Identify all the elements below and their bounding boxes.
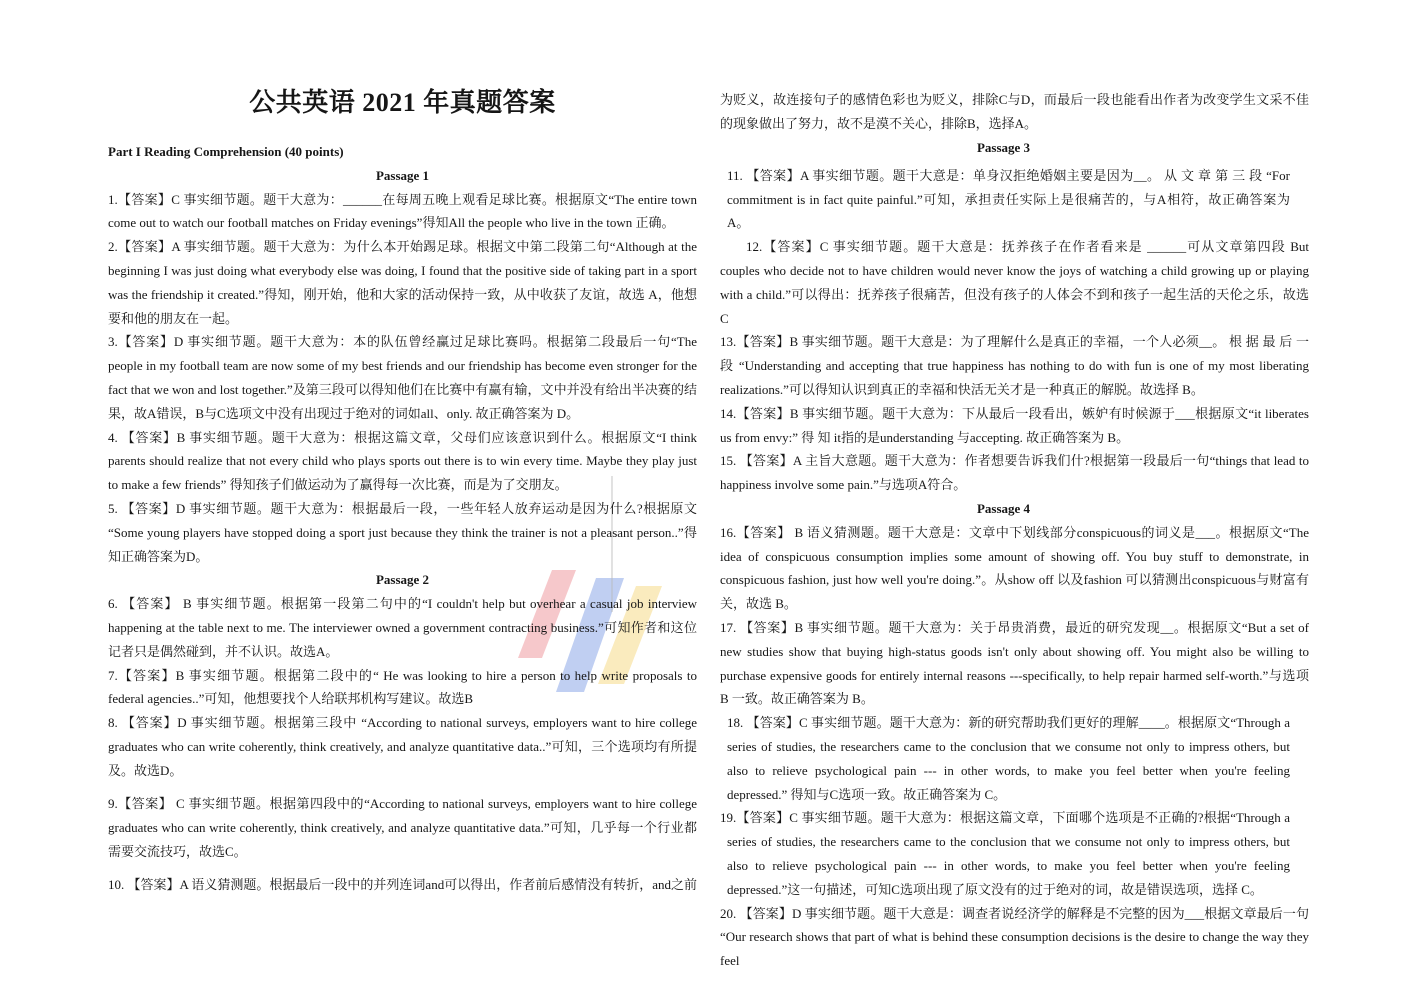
answer-17: 17. 【答案】B 事实细节题。题干大意为：关于昂贵消费，最近的研究发现__。根据原文“But a set of new studies show that buying high-status goods isn't only about showing off. You might also be willing to purchase expensive goods for entirely internal reasons ---specifically, to help repair harmed self-worth.”与选项 B 一致。故正确答案为 B。 bbox=[720, 620, 1309, 707]
answer-12: 12.【答案】C 事实细节题。题干大意是：抚养孩子在作者看来是 ______可从文章第四段 But couples who decide not to have children would never know the joys of watching a child growing up or playing with a child.”可以得出：抚养孩子很痛苦，但没有孩子的人体会不到和孩子一起生活的天伦之乐，故选 C bbox=[720, 239, 1309, 326]
part-heading: Part I Reading Comprehension (40 points) bbox=[108, 144, 344, 159]
passage-1-heading: Passage 1 bbox=[375, 167, 430, 183]
answer-4: 4. 【答案】B 事实细节题。题干大意为：根据这篇文章，父母们应该意识到什么。根据原文“I think parents should realize that not every child who plays sports out there is to win every time. Maybe they play just to make a few friends” 得知孩子们做运动为了赢得每一次比赛，而是为了交朋友。 bbox=[108, 429, 697, 493]
answer-15: 15. 【答案】A 主旨大意题。题干大意为：作者想要告诉我们什?根据第一段最后一句“things that lead to happiness involve some pain.”与选项A符合。 bbox=[720, 453, 1309, 493]
passage-2-heading: Passage 2 bbox=[375, 572, 430, 588]
answer-3: 3.【答案】D 事实细节题。题干大意为：本的队伍曾经赢过足球比赛吗。根据第二段最后一句“The people in my football team are now some of my best friends and our friendship has become even stronger for the fact that we won and lost together.”及第三段可以得知他们在比赛中有赢有输，文中并没有给出半决赛的结果，故A错误，B与C选项文中没有出现过于绝对的词如all、only. 故正确答案为 D。 bbox=[108, 334, 697, 421]
left-column bbox=[108, 84, 697, 897]
answer-1: 1.【答案】C 事实细节题。题干大意为：______在每周五晚上观看足球比赛。根据原文“The entire town come out to watch our football matches on Friday evenings”得知All the people who live in the town 正确。 bbox=[108, 191, 697, 231]
answer-20: 20. 【答案】D 事实细节题。题干大意是：调查者说经济学的解释是不完整的因为___根据文章最后一句“Our research shows that part of what is behind these consumption decisions is the desire to change the way they feel bbox=[720, 905, 1309, 969]
document-title: 公共英语 2021 年真题答案 bbox=[249, 88, 556, 117]
answer-18: 18. 【答案】C 事实细节题。题干大意为：新的研究帮助我们更好的理解____。根据原文“Through a series of studies, the researchers came to the conclusion that we consume not only to impress others, but also to relieve psychological pain --- in other words, to make you feel better when you're feeling depressed.” 得知与C选项一致。故正确答案为 C。 bbox=[727, 715, 1290, 802]
answer-11: 11. 【答案】A 事实细节题。题干大意是：单身汉拒绝婚姻主要是因为__。 从 文 章 第 三 段 “For commitment is in fact quite painful.”可知，承担责任实际上是很痛苦的，与A相符，故正确答案为 A。 bbox=[727, 167, 1290, 231]
answer-8: 8. 【答案】D 事实细节题。根据第三段中 “According to national surveys, employers want to hire college graduates who can write coherently, think creatively, and analyze quantitative data..”可知，三个选项均有所提及。故选D。 bbox=[108, 715, 697, 778]
answer-7: 7.【答案】B 事实细节题。根据第二段中的“ He was looking to hire a person to help write proposals to federal agencies..”可知，他想要找个人给联邦机构写建议。故选B bbox=[108, 667, 697, 707]
answer-14: 14.【答案】B 事实细节题。题干大意为：下从最后一段看出，嫉妒有时候源于___根据原文“it liberates us from envy:” 得 知 it指的是understanding 与accepting. 故正确答案为 B。 bbox=[720, 405, 1309, 445]
answer-19: 19.【答案】C 事实细节题。题干大意为：根据这篇文章，下面哪个选项是不正确的?根据“Through a series of studies, the researchers came to the conclusion that we consume not only to impress others, but also to relieve psychological pain --- in other words, to make you feel better when you're feeling depressed.”这一句描述，可知C选项出现了原文没有的过于绝对的词，故是错误选项，选择 C。 bbox=[720, 810, 1290, 897]
answer-10: 10. 【答案】A 语义猜测题。根据最后一段中的并列连词and可以得出，作者前后感情没有转折，and之前 bbox=[108, 876, 697, 892]
right-column bbox=[720, 88, 1309, 973]
passage-4-heading: Passage 4 bbox=[976, 501, 1031, 517]
answer-6: 6. 【答案】 B 事实细节题。根据第一段第二句中的“I couldn't help but overhear a casual job interview happening at the table next to me. The interviewer owned a government contracting business.”可知作者和这位记者只是偶然碰到，并不认识。故选A。 bbox=[108, 596, 697, 659]
passage-3-heading: Passage 3 bbox=[976, 139, 1031, 155]
answer-16: 16.【答案】 B 语义猜测题。题干大意是：文章中下划线部分conspicuous的词义是___。根据原文“The idea of conspicuous consumption implies some amount of showing off. You buy stuff to demonstrate, in conspicuous fashion, just how well you're doing.”。从show off 以及fashion 可以猜测出conspicuous与财富有关，故选 B。 bbox=[720, 524, 1309, 612]
answer-5: 5. 【答案】D 事实细节题。题干大意为：根据最后一段，一些年轻人放弃运动是因为什么?根据原文“Some young players have stopped doing a sport just because they think the trainer is not a pleasant person..”得知正确答案为D。 bbox=[108, 500, 697, 564]
answer-13: 13.【答案】B 事实细节题。题干大意是：为了理解什么是真正的幸福，一个人必须__。 根 据 最 后 一 段 “Understanding and accepting that true happiness has nothing to do with fun is one of my most liberating realizations.”可以得知认识到真正的幸福和快活无关才是一种真正的解脱。故选择 B。 bbox=[720, 334, 1309, 398]
answer-2: 2.【答案】A 事实细节题。题干大意为：为什么本开始踢足球。根据文中第二段第二句“Although at the beginning I was just doing what everybody else was doing, I found that the positive side of taking part in a sport was the friendship it created.”得知，刚开始，他和大家的活动保持一致，从中收获了友谊，故选 A，他想要和他的朋友在一起。 bbox=[108, 239, 697, 326]
answer-10-continued: 为贬义，故连接句子的感情色彩也为贬义，排除C与D，而最后一段也能看出作者为改变学生文采不佳的现象做出了努力，故不是漠不关心，排除B，选择A。 bbox=[720, 92, 1309, 131]
answer-9: 9.【答案】 C 事实细节题。根据第四段中的“According to national surveys, employers want to hire college graduates who can write coherently, think creatively, and analyze quantitative data.”可知，几乎每一个行业都需要交流技巧，故选C。 bbox=[108, 796, 697, 859]
